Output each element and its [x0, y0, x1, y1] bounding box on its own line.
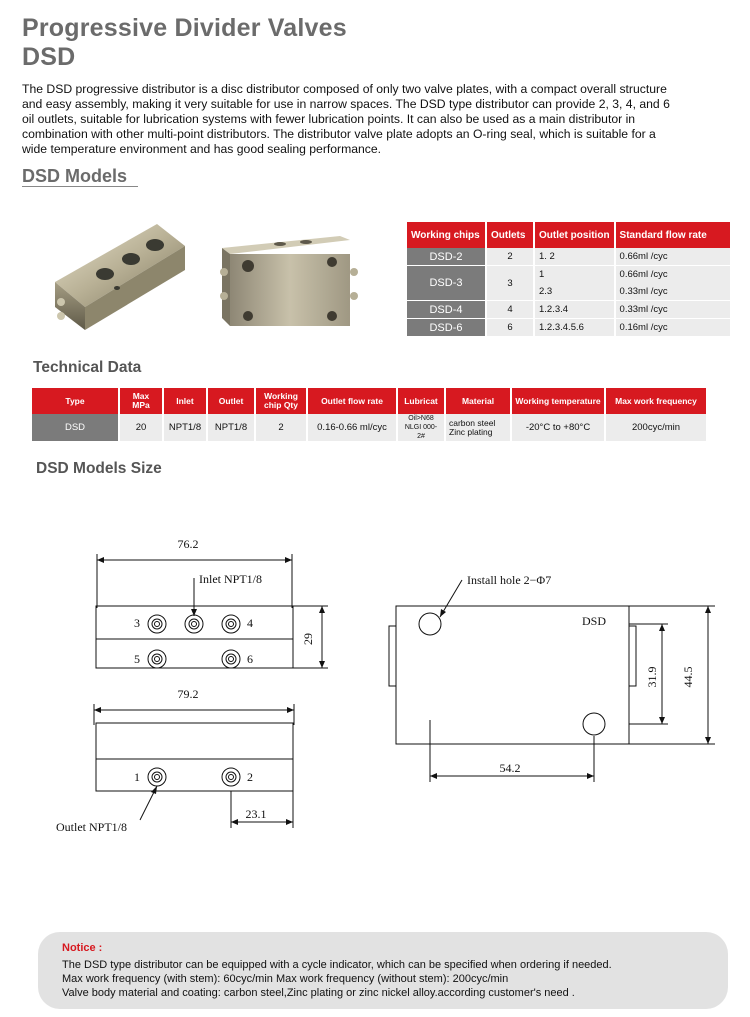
port-2-label: 2: [247, 770, 253, 784]
arrow-head: [430, 773, 437, 779]
intro-line: wide temperature environment and has good sealing performance.: [22, 142, 382, 157]
outlets-cell: 3: [487, 265, 533, 300]
flow-rate-cell: 0.16-0.66 ml/cyc: [308, 414, 396, 441]
header-max-mpa: Max MPa: [120, 388, 162, 414]
chip-cell: DSD-6: [407, 318, 485, 336]
arrow-head: [319, 606, 325, 613]
arrow-head: [287, 707, 294, 713]
type-cell: DSD: [32, 414, 118, 441]
table-row: [32, 414, 706, 441]
dimension-drawing: [0, 520, 750, 840]
chip-qty-cell: 2: [256, 414, 306, 441]
chip-cell: DSD-4: [407, 300, 485, 318]
material-line: Zinc plating: [449, 426, 493, 437]
port-5-label: 5: [134, 652, 140, 666]
port-3-label: 3: [134, 616, 140, 630]
notice-title: Notice :: [62, 942, 103, 954]
side-lug-left: [389, 626, 396, 686]
outlet-label: Outlet NPT1/8: [56, 820, 127, 834]
side-model-label: DSD: [582, 614, 607, 628]
arrow-head: [659, 624, 665, 631]
arrow-head: [440, 609, 446, 617]
header-working-chips: Working chips: [407, 222, 485, 248]
outlets-cell: 2: [487, 248, 533, 265]
port-1-label: 1: [134, 770, 140, 784]
position-cell: 2.3: [535, 283, 614, 300]
table-row: [407, 248, 730, 265]
lubricant-line: NLGI 000-2#: [404, 424, 438, 440]
dim-outlet-spacing: 23.1: [245, 807, 267, 821]
frequency-cell: 200cyc/min: [606, 414, 706, 441]
intro-line: oil outlets, suitable for lubrication systems with fewer lubrication points. It can also be used as a main distributor in: [22, 112, 636, 127]
position-cell: 1.2.3.4: [535, 300, 614, 318]
port-3: [148, 615, 166, 633]
header-outlet: Outlet: [208, 388, 254, 414]
side-lug-right: [629, 626, 636, 686]
dim-side-width: 54.2: [499, 761, 521, 775]
size-heading: DSD Models Size: [36, 460, 162, 477]
dim-side-height: 44.5: [681, 666, 695, 688]
material-line: carbon steel: [449, 417, 496, 428]
header-outlets: Outlets: [487, 222, 533, 248]
technical-heading: Technical Data: [33, 359, 142, 376]
port-4-label: 4: [247, 616, 253, 630]
install-hole-label: Install hole 2−Φ7: [467, 573, 552, 587]
install-hole-bottom: [583, 713, 605, 735]
outlet-cell: NPT1/8: [208, 414, 254, 441]
temperature-cell: -20°C to +80°C: [512, 414, 604, 441]
chip-cell: DSD-3: [407, 265, 485, 300]
port-1: [148, 768, 166, 786]
header-working-temperature: Working temperature: [512, 388, 604, 414]
header-type: Type: [32, 388, 118, 414]
rate-cell: 0.66ml /cyc: [616, 248, 730, 265]
models-table: [405, 222, 732, 336]
header-lubricant: Lubricat: [398, 388, 444, 414]
dim-hole-distance: 31.9: [645, 666, 659, 688]
port-6: [222, 650, 240, 668]
arrow-head: [94, 707, 101, 713]
rate-cell: 0.33ml /cyc: [616, 283, 730, 300]
arrow-head: [286, 819, 293, 825]
port-2: [222, 768, 240, 786]
rate-cell: 0.66ml /cyc: [616, 265, 730, 283]
install-hole-top: [419, 613, 441, 635]
arrow-head: [659, 717, 665, 724]
arrow-head: [705, 606, 711, 613]
header-standard-flow-rate: Standard flow rate: [616, 222, 730, 248]
position-cell: 1.2.3.4.5.6: [535, 318, 614, 336]
intro-paragraph: [22, 82, 712, 157]
rate-cell: 0.16ml /cyc: [616, 318, 730, 336]
intro-line: and easy assembly, making it very suitable for use in narrow spaces. The DSD type distributor can provide 2, 3, 4, and 6: [22, 97, 670, 112]
header-chip-qty: Working chip Qty: [256, 388, 306, 414]
models-table-header-row: [407, 222, 730, 248]
dim-top-width: 76.2: [177, 537, 199, 551]
page-subtitle: DSD: [22, 43, 76, 71]
port-inlet: [185, 615, 203, 633]
port-6-label: 6: [247, 652, 253, 666]
notice-line: The DSD type distributor can be equipped with a cycle indicator, which can be specified when ordering if needed.: [62, 959, 612, 971]
chip-cell: DSD-2: [407, 248, 485, 265]
table-row: [407, 318, 730, 336]
dim-height-front: 29: [301, 633, 315, 645]
technical-table-header-row: [32, 388, 706, 414]
arrow-head: [151, 786, 157, 794]
header-max-work-frequency: Max work frequency: [606, 388, 706, 414]
max-mpa-cell: 20: [120, 414, 162, 441]
notice-line: Max work frequency (with stem): 60cyc/min Max work frequency (without stem): 200cyc/min: [62, 973, 509, 985]
arrow-head: [285, 557, 292, 563]
outlets-cell: 6: [487, 318, 533, 336]
product-photo-front: [210, 218, 360, 333]
models-heading-underline: [22, 186, 138, 187]
product-photo-angled: [45, 212, 195, 337]
bottom-view-body: [96, 723, 293, 791]
inlet-label: Inlet NPT1/8: [199, 572, 262, 586]
position-cell: 1. 2: [535, 248, 614, 265]
lubricant-cell: [398, 414, 444, 441]
outlets-cell: 4: [487, 300, 533, 318]
technical-table: [30, 388, 708, 441]
intro-line: combination with other multi-point distributors. The distributor valve plate adopts an O-ring seal, which is suitable for a: [22, 127, 656, 142]
arrow-head: [587, 773, 594, 779]
notice-line: Valve body material and coating: carbon steel,Zinc plating or zinc nickel alloy.according customer's need .: [62, 987, 575, 999]
header-outlet-position: Outlet position: [535, 222, 614, 248]
dim-bottom-width: 79.2: [177, 687, 199, 701]
position-cell: 1: [535, 265, 614, 283]
header-material: Material: [446, 388, 510, 414]
port-5: [148, 650, 166, 668]
material-cell: [446, 414, 510, 441]
lubricant-line: Oil>N68: [408, 415, 434, 422]
header-inlet: Inlet: [164, 388, 206, 414]
table-row: [407, 265, 730, 283]
port-4: [222, 615, 240, 633]
arrow-head: [705, 737, 711, 744]
intro-line: The DSD progressive distributor is a disc distributor composed of only two valve plates, with a compact overall structure: [22, 82, 667, 96]
arrow-head: [97, 557, 104, 563]
header-flow-rate: Outlet flow rate: [308, 388, 396, 414]
arrow-head: [231, 819, 238, 825]
models-heading: DSD Models: [22, 166, 128, 186]
table-row: [407, 300, 730, 318]
arrow-head: [319, 661, 325, 668]
inlet-cell: NPT1/8: [164, 414, 206, 441]
page-title: Progressive Divider Valves: [22, 14, 347, 42]
rate-cell: 0.33ml /cyc: [616, 300, 730, 318]
